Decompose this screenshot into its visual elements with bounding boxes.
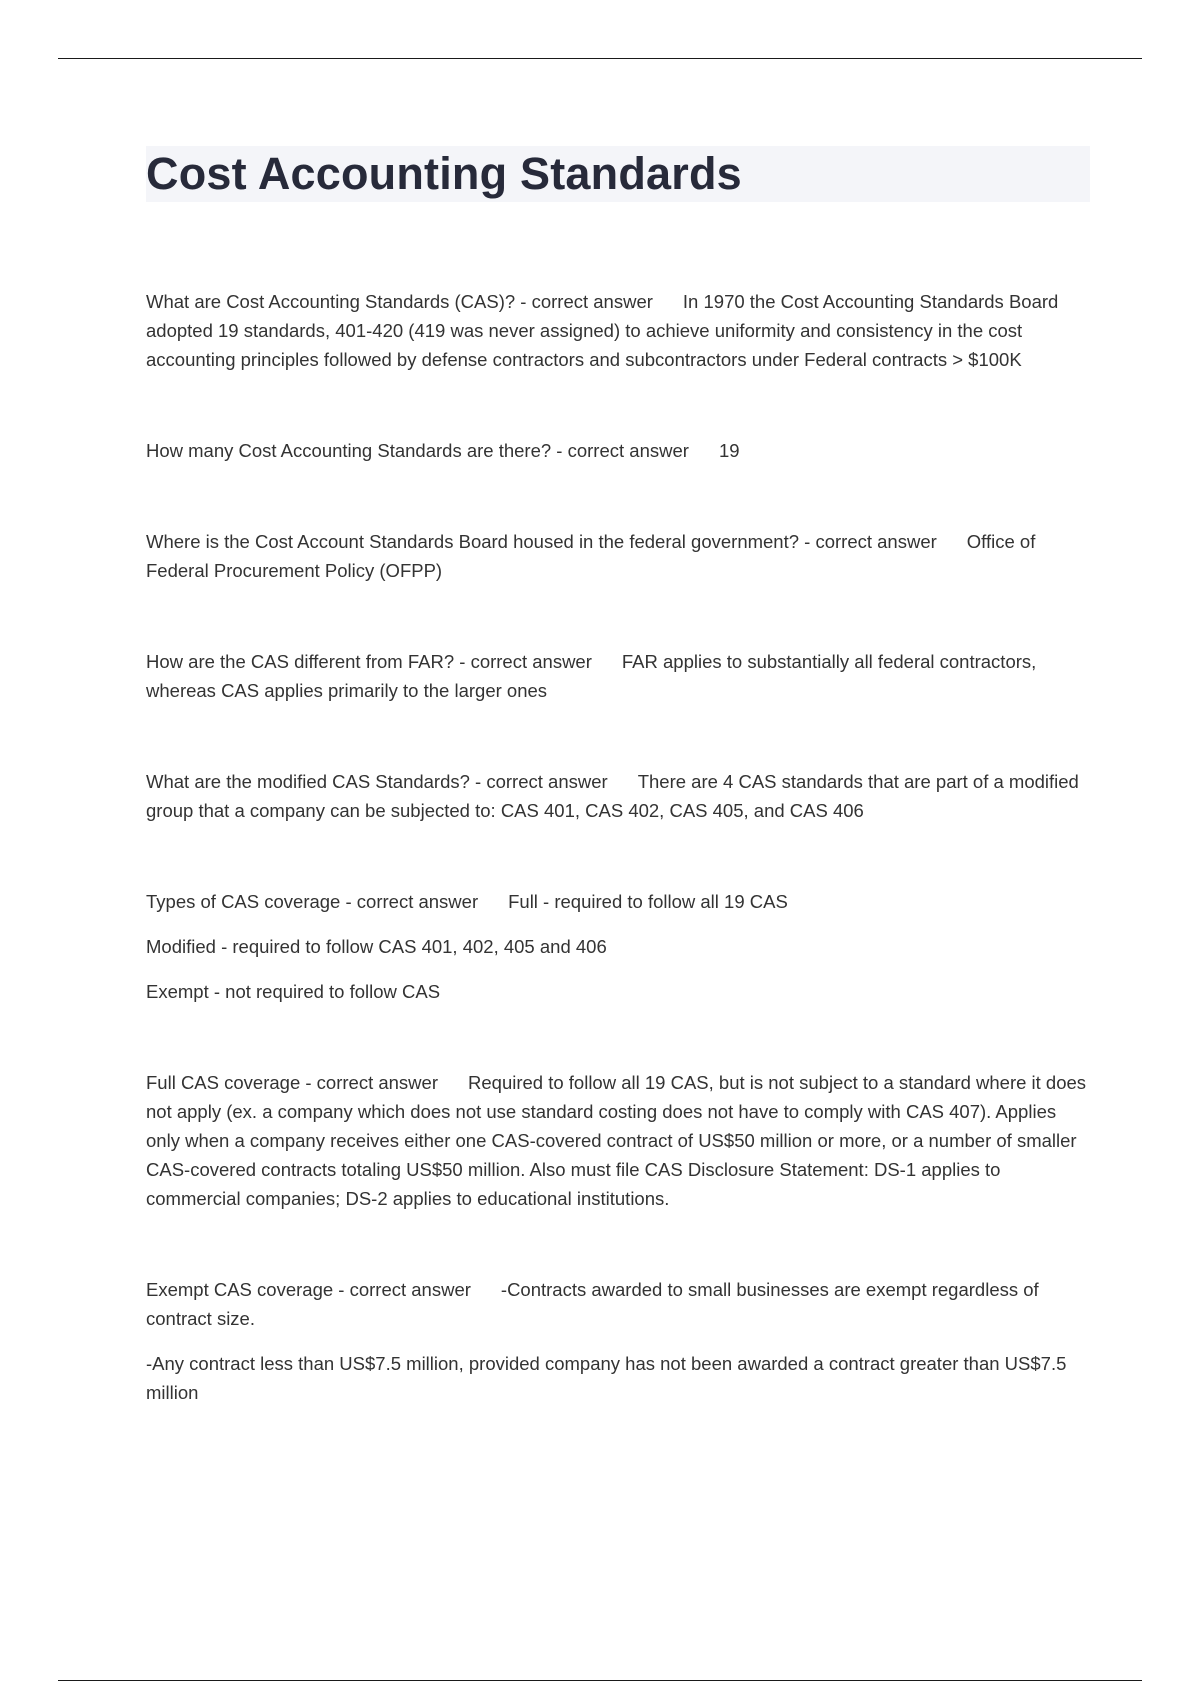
question-text: How many Cost Accounting Standards are there? - correct answer: [146, 440, 689, 461]
question-text: Types of CAS coverage - correct answer: [146, 891, 479, 912]
qa-item: [146, 767, 1090, 825]
question-text: How are the CAS different from FAR? - correct answer: [146, 651, 592, 672]
answer-text: Office of Federal Procurement Policy (OFPP): [146, 531, 1036, 581]
answer-text: FAR applies to substantially all federal contractors, whereas CAS applies primarily to the larger ones: [146, 651, 1037, 701]
answer-text: In 1970 the Cost Accounting Standards Board adopted 19 standards, 401-420 (419 was never assigned) to achieve uniformity and consistency in the cost accounting principles followed by defense contractors and subcontractors under Federal contracts > $100K: [146, 291, 1059, 370]
document-body: [146, 146, 1090, 1469]
top-rule: [58, 58, 1142, 59]
document-title: Cost Accounting Standards: [146, 148, 742, 199]
answer-text: There are 4 CAS standards that are part of a modified group that a company can be subjected to: CAS 401, CAS 402, CAS 405, and CAS 406: [146, 771, 1079, 821]
answer-text: Required to follow all 19 CAS, but is not subject to a standard where it does not apply (ex. a company which does not use standard costing does not have to comply with CAS 407). Applies only when a company receives either one CAS-covered contract of US$50 million or more, or a number of smaller CAS-covered contracts totaling US$50 million. Also must file CAS Disclosure Statement: DS-1 applies to commercial companies; DS-2 applies to educational institutions.: [146, 1072, 1087, 1209]
qa-item: [146, 887, 1090, 1006]
question-text: Where is the Cost Account Standards Board housed in the federal government? - correct answer: [146, 531, 937, 552]
answer-line: Modified - required to follow CAS 401, 402, 405 and 406: [146, 936, 607, 957]
qa-list: [146, 287, 1090, 1407]
question-text: Exempt CAS coverage - correct answer: [146, 1279, 471, 1300]
bottom-rule: [58, 1680, 1142, 1681]
qa-item: [146, 1068, 1090, 1213]
qa-item: [146, 647, 1090, 705]
answer-line: -Any contract less than US$7.5 million, provided company has not been awarded a contract greater than US$7.5 million: [146, 1353, 1067, 1403]
answer-text: -Contracts awarded to small businesses are exempt regardless of contract size.: [146, 1279, 1039, 1329]
question-text: Full CAS coverage - correct answer: [146, 1072, 438, 1093]
title-band: [146, 146, 1090, 202]
answer-text: Full - required to follow all 19 CAS: [508, 891, 788, 912]
answer-line: Exempt - not required to follow CAS: [146, 981, 441, 1002]
qa-item: [146, 527, 1090, 585]
qa-item: [146, 287, 1090, 374]
qa-item: [146, 436, 1090, 465]
qa-item: [146, 1275, 1090, 1407]
question-text: What are the modified CAS Standards? - correct answer: [146, 771, 608, 792]
answer-text: 19: [718, 440, 740, 461]
question-text: What are Cost Accounting Standards (CAS)? - correct answer: [146, 291, 653, 312]
